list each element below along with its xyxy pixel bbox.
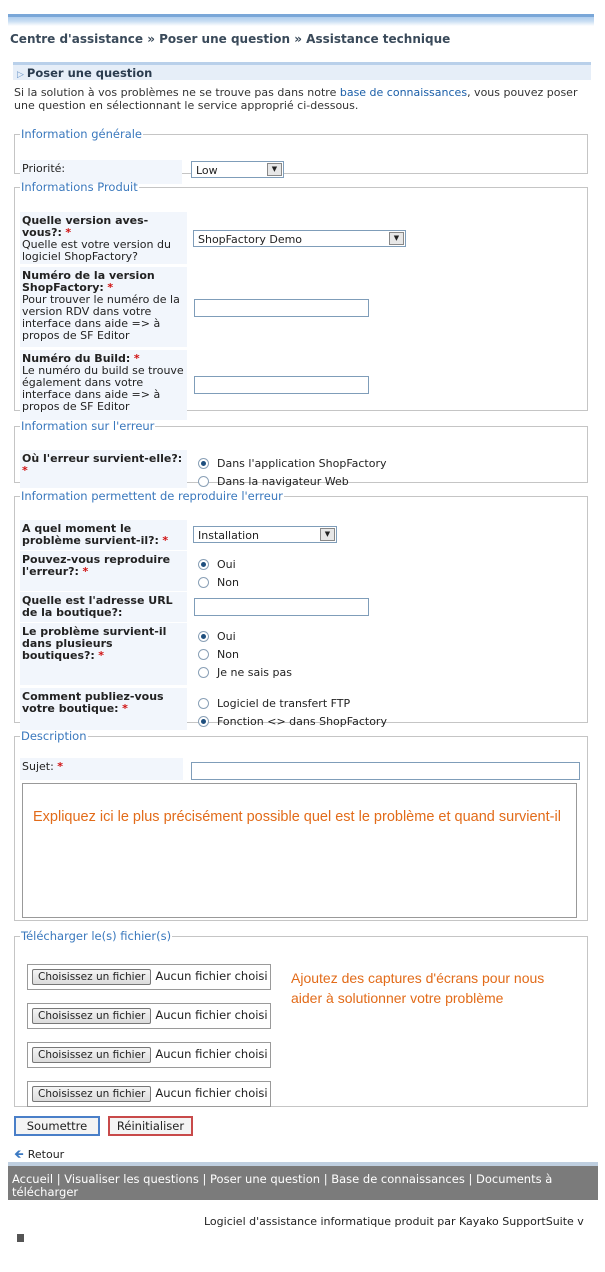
footer-link-ask[interactable]: Poser une question (210, 1172, 321, 1186)
reproduce-legend: Information permettent de reproduire l'erreur (21, 489, 283, 503)
footer-link-knowledgebase[interactable]: Base de connaissances (331, 1172, 465, 1186)
choose-file-button[interactable]: Choisissez un fichier (32, 1047, 151, 1063)
powered-by: Logiciel d'assistance informatique produit par Kayako SupportSuite v (204, 1215, 584, 1228)
when-label: A quel moment le problème survient-il?: * (20, 520, 187, 550)
version-select[interactable]: ShopFactory Demo ▼ (193, 230, 406, 247)
choose-file-button[interactable]: Choisissez un fichier (32, 1008, 151, 1024)
priority-label: Priorité: (20, 160, 182, 184)
file-input-3[interactable]: Choisissez un fichier Aucun fichier choisi (27, 1042, 271, 1068)
breadcrumb: Centre d'assistance » Poser une question » Assistance technique (10, 32, 451, 46)
when-select[interactable]: Installation ▼ (193, 526, 337, 543)
radio-checked-icon (198, 631, 209, 642)
url-label: Quelle est l'adresse URL de la boutique?: (20, 592, 187, 622)
can-reproduce-label: Pouvez-vous reproduire l'erreur?: * (20, 551, 187, 591)
multi-shop-label: Le problème survient-il dans plusieurs boutiques?: * (20, 623, 187, 685)
footer-link-home[interactable]: Accueil (12, 1172, 54, 1186)
upload-hint: Ajoutez des captures d'écrans pour nous aider à solutionner votre problème (291, 970, 545, 1006)
description-fieldset (14, 729, 588, 921)
radio-icon (198, 667, 209, 678)
file-input-4[interactable]: Choisissez un fichier Aucun fichier choisi (27, 1081, 271, 1107)
radio-icon (198, 698, 209, 709)
product-fieldset (14, 180, 588, 411)
top-banner (8, 14, 594, 26)
radio-reproduce-no[interactable]: Non (198, 576, 239, 589)
footer-nav: Accueil | Visualiser les questions | Poser une question | Base de connaissances | Documents à télécharger (8, 1166, 598, 1200)
reproduce-fieldset (14, 489, 588, 728)
chevron-down-icon: ▼ (389, 232, 404, 245)
publish-label: Comment publiez-vous votre boutique: * (20, 688, 187, 730)
back-arrow-icon: 🡸 (14, 1147, 24, 1161)
error-legend: Information sur l'erreur (21, 419, 155, 433)
version-label: Quelle version aves-vous?: * Quelle est votre version du logiciel ShopFactory? (20, 212, 187, 264)
chevron-down-icon: ▼ (267, 163, 282, 176)
breadcrumb-ask[interactable]: Poser une question (159, 32, 291, 46)
radio-publish-ftp[interactable]: Logiciel de transfert FTP (198, 697, 350, 710)
breadcrumb-current: Assistance technique (306, 32, 451, 46)
document-icon (17, 1234, 24, 1242)
radio-multi-no[interactable]: Non (198, 648, 239, 661)
error-where-label: Où l'erreur survient-elle?: * (20, 450, 187, 488)
breadcrumb-home[interactable]: Centre d'assistance (10, 32, 143, 46)
priority-select[interactable]: Low ▼ (191, 161, 284, 178)
version-number-label: Numéro de la version ShopFactory: * Pour trouver le numéro de la version RDV dans votre interface dans aide => à propos de SF Editor (20, 267, 187, 347)
radio-icon (198, 577, 209, 588)
footer-link-view-questions[interactable]: Visualiser les questions (64, 1172, 199, 1186)
footer-link-downloads[interactable]: Documents à télécharger (12, 1172, 553, 1199)
radio-multi-unknown[interactable]: Je ne sais pas (198, 666, 292, 679)
choose-file-button[interactable]: Choisissez un fichier (32, 969, 151, 985)
radio-checked-icon (198, 559, 209, 570)
radio-icon (198, 649, 209, 660)
file-input-2[interactable]: Choisissez un fichier Aucun fichier choisi (27, 1003, 271, 1029)
radio-reproduce-yes[interactable]: Oui (198, 558, 236, 571)
intro-text: Si la solution à vos problèmes ne se trouve pas dans notre base de connaissances, vous pouvez poser une question en sélectionnant le service approprié ci-dessous. (14, 86, 578, 112)
build-input[interactable] (194, 376, 369, 394)
radio-icon (198, 476, 209, 487)
description-textarea[interactable]: Expliquez ici le plus précisément possible quel est le problème et quand survient-il (22, 783, 577, 918)
radio-option-browser[interactable]: Dans la navigateur Web (198, 475, 349, 488)
knowledgebase-link[interactable]: base de connaissances (339, 86, 468, 99)
reset-button[interactable]: Réinitialiser (108, 1116, 193, 1136)
back-link[interactable]: 🡸 Retour (14, 1147, 65, 1161)
version-number-input[interactable] (194, 299, 369, 317)
chevron-down-icon: ▼ (320, 528, 335, 541)
radio-checked-icon (198, 716, 209, 727)
product-legend: Informations Produit (21, 180, 138, 194)
file-input-1[interactable]: Choisissez un fichier Aucun fichier choisi (27, 964, 271, 990)
subject-label: Sujet: * (20, 758, 183, 780)
subject-input[interactable] (191, 762, 580, 780)
error-fieldset (14, 419, 588, 488)
radio-multi-yes[interactable]: Oui (198, 630, 236, 643)
radio-option-app[interactable]: Dans l'application ShopFactory (198, 457, 387, 470)
build-label: Numéro du Build: * Le numéro du build se trouve également dans votre interface dans aide => à propos de SF Editor (20, 350, 187, 420)
general-fieldset (14, 127, 588, 177)
chevron-right-icon: ▷ (17, 70, 24, 80)
choose-file-button[interactable]: Choisissez un fichier (32, 1086, 151, 1102)
radio-publish-shopfactory[interactable]: Fonction <> dans ShopFactory (198, 715, 387, 728)
page-title: ▷ Poser une question (13, 62, 591, 80)
upload-legend: Télécharger le(s) fichier(s) (21, 929, 172, 943)
radio-checked-icon (198, 458, 209, 469)
upload-fieldset (14, 929, 588, 1107)
url-input[interactable] (194, 598, 369, 616)
general-legend: Information générale (21, 127, 143, 141)
description-legend: Description (21, 729, 87, 743)
submit-button[interactable]: Soumettre (14, 1116, 100, 1136)
